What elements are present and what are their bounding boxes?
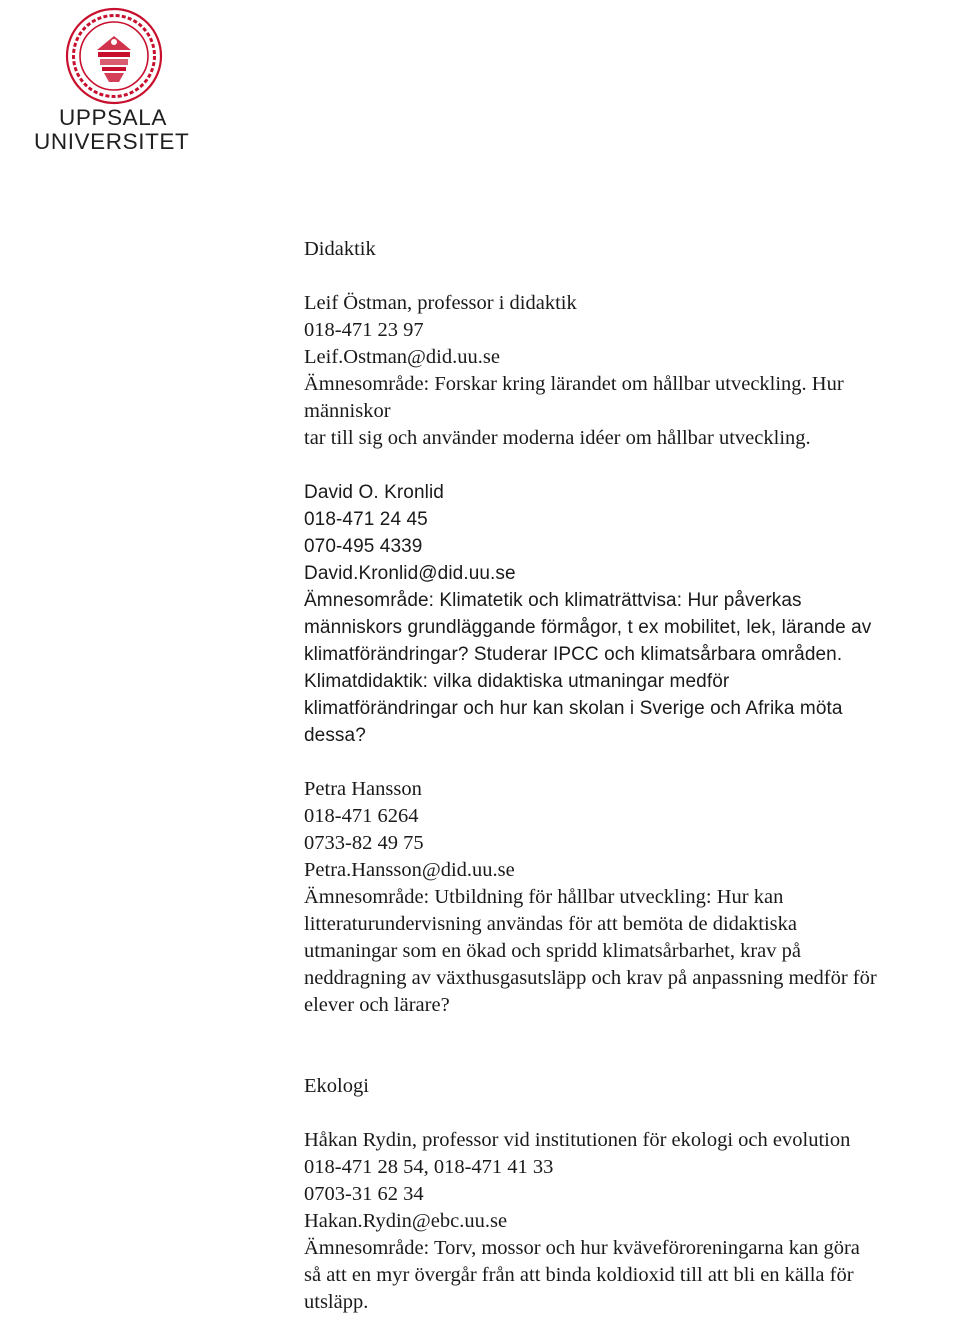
- wordmark-line-2: UNIVERSITET: [34, 129, 190, 154]
- person-block: [304, 479, 960, 749]
- mobile-phone: 0733-82 49 75: [304, 832, 424, 854]
- person-name: Petra Hansson: [304, 778, 422, 800]
- subject-text: utsläpp.: [304, 1291, 369, 1313]
- person-name: Håkan Rydin, professor vid institutionen för ekologi och evolution: [304, 1129, 851, 1151]
- subject-text: litteraturundervisning användas för att bemöta de didaktiska: [304, 913, 797, 935]
- subject-text: dessa?: [304, 725, 366, 746]
- subject-text: människors grundläggande förmågor, t ex mobilitet, lek, lärande av: [304, 617, 872, 638]
- person-name: Leif Östman, professor i didaktik: [304, 292, 577, 314]
- subject-text: Ämnesområde: Klimatetik och klimaträttvisa: Hur påverkas: [304, 590, 802, 611]
- email: Leif.Ostman@did.uu.se: [304, 346, 500, 368]
- person-block: [304, 1127, 960, 1316]
- phone: 018-471 23 97: [304, 319, 424, 341]
- university-wordmark: [34, 106, 189, 154]
- person-block: [304, 290, 960, 452]
- subject-text: elever och lärare?: [304, 994, 450, 1016]
- spacer: [304, 1046, 960, 1073]
- person-block: [304, 776, 960, 1019]
- subject-text: människor: [304, 400, 391, 422]
- email: Petra.Hansson@did.uu.se: [304, 859, 515, 881]
- phone: 018-471 28 54, 018-471 41 33: [304, 1156, 554, 1178]
- wordmark-line-1: UPPSALA: [59, 105, 167, 130]
- email: Hakan.Rydin@ebc.uu.se: [304, 1210, 508, 1232]
- subject-text: Ämnesområde: Utbildning för hållbar utveckling: Hur kan: [304, 886, 784, 908]
- mobile-phone: 0703-31 62 34: [304, 1183, 424, 1205]
- subject-text: tar till sig och använder moderna idéer om hållbar utveckling.: [304, 427, 811, 449]
- section-heading-ekologi: Ekologi: [304, 1075, 369, 1097]
- subject-text: Ämnesområde: Forskar kring lärandet om hållbar utveckling. Hur: [304, 373, 844, 395]
- person-name: David O. Kronlid: [304, 482, 444, 503]
- subject-text: klimatförändringar och hur kan skolan i Sverige och Afrika möta: [304, 698, 843, 719]
- subject-text: neddragning av växthusgasutsläpp och krav på anpassning medför för: [304, 967, 877, 989]
- email: David.Kronlid@did.uu.se: [304, 563, 516, 584]
- phone: 018-471 6264: [304, 805, 419, 827]
- section-heading-didaktik: Didaktik: [304, 238, 376, 260]
- university-seal-icon: [64, 6, 164, 106]
- subject-text: Ämnesområde: Torv, mossor och hur kväveföroreningarna kan göra: [304, 1237, 860, 1259]
- subject-text: så att en myr övergår från att binda koldioxid till att bli en källa för: [304, 1264, 854, 1286]
- subject-text: utmaningar som en ökad och spridd klimatsårbarhet, krav på: [304, 940, 801, 962]
- subject-text: klimatförändringar? Studerar IPCC och klimatsårbara områden.: [304, 644, 843, 665]
- subject-text: Klimatdidaktik: vilka didaktiska utmaningar medför: [304, 671, 730, 692]
- mobile-phone: 070-495 4339: [304, 536, 423, 557]
- phone: 018-471 24 45: [304, 509, 428, 530]
- document-body: [304, 236, 960, 1343]
- university-logo: [34, 6, 194, 166]
